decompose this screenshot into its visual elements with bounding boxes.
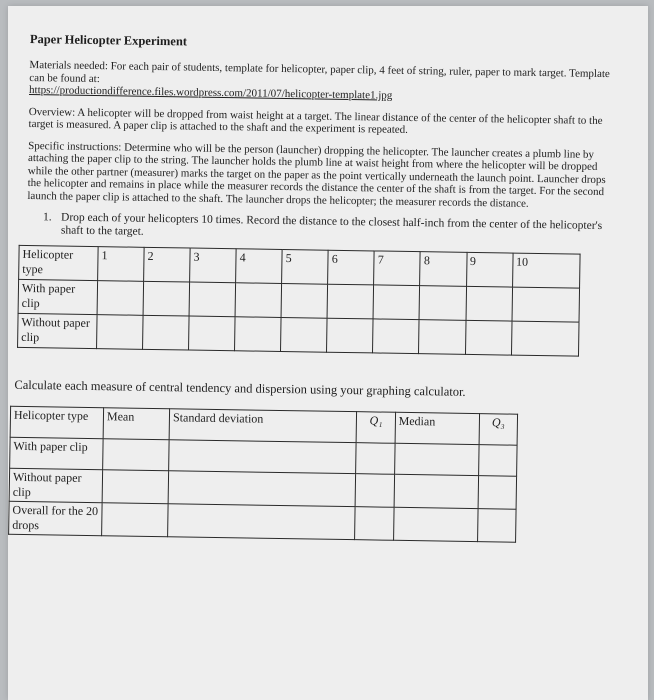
stats-row-overall: Overall for the 20 drops <box>9 501 103 535</box>
drop-col-10: 10 <box>512 253 580 288</box>
blank-cell[interactable] <box>143 281 190 316</box>
instructions-paragraph: Specific instructions: Determine who will be the person (launcher) dropping the helicopter. The launcher creates a plumb line by attaching the paper clip to the string. The launcher holds the plumb line at waist height from where the helicopter will be dropped while the other partner (measurer) marks the target on the paper as the point vertically underneath the launch point. Launcher drops the helicopter and remains in place while the measurer records the distance the center of the shaft is from the target. For the second launch the paper clip is attached to the shaft. The launcher drops the helicopter; the measurer records the distance. <box>27 139 606 210</box>
drop-col-5: 5 <box>282 249 329 284</box>
table-row <box>9 501 516 542</box>
blank-cell[interactable] <box>97 281 144 316</box>
blank-cell[interactable] <box>466 286 513 321</box>
blank-cell[interactable] <box>478 445 517 477</box>
materials-paragraph <box>29 59 620 106</box>
row-label-without-clip: Without paper clip <box>18 313 98 348</box>
step-1-number: 1. <box>42 211 52 224</box>
step-1-text: Drop each of your helicopters 10 times. Record the distance to the closest half-inch from the center of the helicopter's shaft to the target. <box>60 211 603 238</box>
blank-cell[interactable] <box>102 503 169 537</box>
blank-cell[interactable] <box>394 443 479 475</box>
template-link[interactable]: https://productiondifference.files.wordpress.com/2011/07/helicopter-template1.jpg <box>28 83 393 102</box>
step-1 <box>43 211 617 246</box>
drop-col-3: 3 <box>190 248 237 283</box>
row-label-with-clip: With paper clip <box>18 279 98 314</box>
blank-cell[interactable] <box>419 320 466 355</box>
blank-cell[interactable] <box>419 286 466 321</box>
blank-cell[interactable] <box>373 319 420 354</box>
drop-col-7: 7 <box>374 251 421 286</box>
blank-cell[interactable] <box>235 317 282 352</box>
blank-cell[interactable] <box>356 474 395 508</box>
drop-col-1: 1 <box>98 247 145 282</box>
drops-header-label: Helicopter type <box>19 245 99 280</box>
drop-col-6: 6 <box>328 250 375 285</box>
worksheet-content <box>12 32 620 544</box>
blank-cell[interactable] <box>235 283 282 318</box>
blank-cell[interactable] <box>356 443 395 475</box>
worksheet-page <box>8 6 648 700</box>
blank-cell[interactable] <box>512 287 580 322</box>
blank-cell[interactable] <box>103 439 170 471</box>
blank-cell[interactable] <box>355 507 394 541</box>
blank-cell[interactable] <box>394 474 479 508</box>
stats-row-with-clip: With paper clip <box>10 437 103 469</box>
blank-cell[interactable] <box>143 315 190 350</box>
blank-cell[interactable] <box>97 315 144 350</box>
stats-row-without-clip: Without paper clip <box>9 468 103 502</box>
stats-header-label: Helicopter type <box>10 406 103 438</box>
blank-cell[interactable] <box>168 471 356 507</box>
stats-col-q3: Q₃ <box>479 414 518 446</box>
stats-col-q1: Q₁ <box>357 412 396 444</box>
stats-col-std: Standard deviation <box>169 409 357 443</box>
blank-cell[interactable] <box>393 507 478 541</box>
page-title: Paper Helicopter Experiment <box>29 32 188 49</box>
drop-col-8: 8 <box>420 252 467 287</box>
blank-cell[interactable] <box>102 470 169 504</box>
blank-cell[interactable] <box>465 320 512 355</box>
blank-cell[interactable] <box>168 504 356 540</box>
blank-cell[interactable] <box>189 316 236 351</box>
stats-col-mean: Mean <box>103 408 170 440</box>
blank-cell[interactable] <box>373 285 420 320</box>
stats-table <box>8 406 518 543</box>
blank-cell[interactable] <box>169 440 357 474</box>
blank-cell[interactable] <box>281 283 328 318</box>
blank-cell[interactable] <box>327 284 374 319</box>
drops-table <box>17 245 581 357</box>
blank-cell[interactable] <box>189 282 236 317</box>
materials-text: Materials needed: For each pair of students, template for helicopter, paper clip, 4 feet of string, ruler, paper to mark target. Template can be found at: <box>29 58 610 85</box>
blank-cell[interactable] <box>327 318 374 353</box>
drop-col-4: 4 <box>236 249 283 284</box>
blank-cell[interactable] <box>478 476 517 510</box>
blank-cell[interactable] <box>281 317 328 352</box>
drop-col-9: 9 <box>466 252 513 287</box>
blank-cell[interactable] <box>477 509 516 543</box>
overview-paragraph: Overview: A helicopter will be dropped from waist height at a target. The linear distance of the center of the helicopter shaft to the target is measured. A paper clip is attached to the shaft and the experiment is repeated. <box>28 105 603 136</box>
drop-col-2: 2 <box>144 247 191 282</box>
stats-col-median: Median <box>395 412 480 444</box>
blank-cell[interactable] <box>511 321 579 356</box>
calc-instruction: Calculate each measure of central tendency and dispersion using your graphing calculator. <box>14 377 466 399</box>
